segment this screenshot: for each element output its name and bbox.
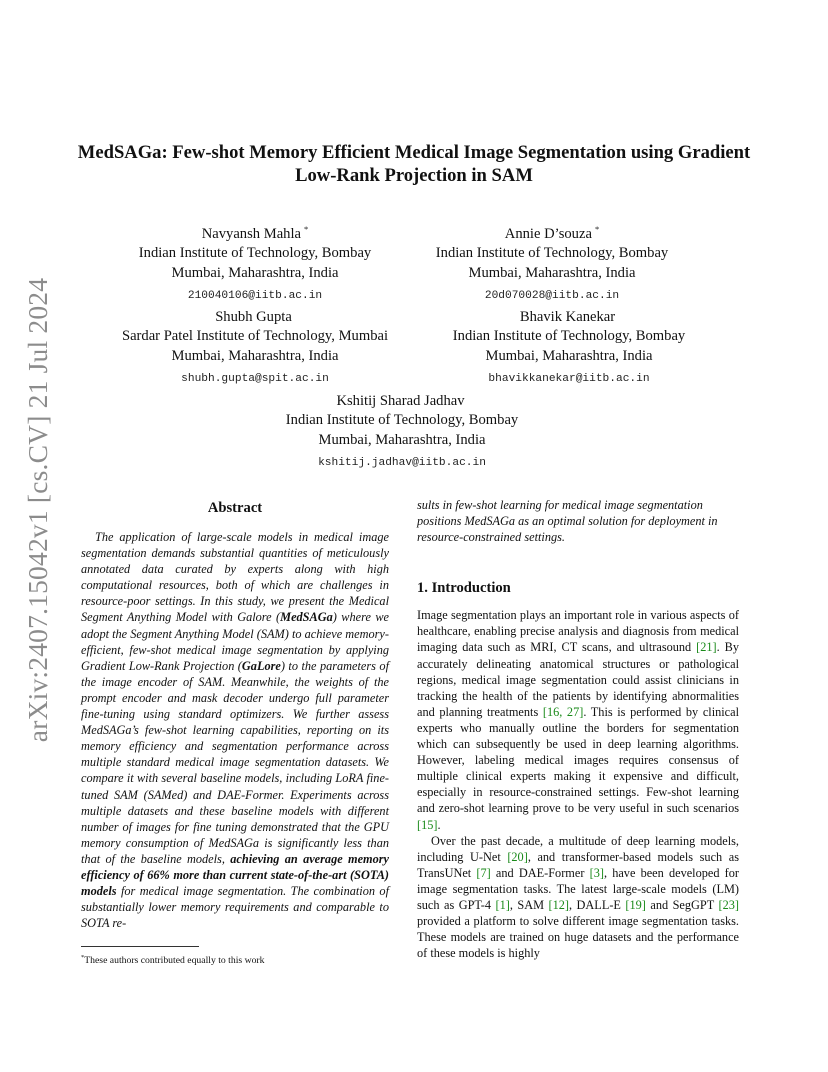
arxiv-stamp xyxy=(20,277,56,743)
author-affiliation: Indian Institute of Technology, Bombay xyxy=(285,412,519,429)
author-email[interactable]: shubh.gupta@spit.ac.in xyxy=(181,373,329,386)
section-heading-introduction: 1. Introduction xyxy=(417,580,511,597)
footnote-rule xyxy=(81,946,199,947)
author-affiliation: Indian Institute of Technology, Bombay xyxy=(452,328,686,345)
citation-link[interactable]: [20] xyxy=(507,849,528,864)
author-name: Annie D’souza * xyxy=(504,224,600,242)
author-name: Bhavik Kanekar xyxy=(519,308,616,325)
intro-paragraph: Over the past decade, a multitude of deep learning models, including U-Net [20], and transformer-based models such as TransUNet [7] and DAE-Former [3], have been developed for image segmentation tasks. The latest large-scale models (LM) such as GPT-4 [1], SAM [12], DALL-E [19] and SegGPT [23] provided a platform to solve different image segmentation tasks. These models are trained on huge datasets and the performance of these models is highly xyxy=(417,833,740,961)
author-location: Mumbai, Maharashtra, India xyxy=(485,347,653,364)
right-column xyxy=(417,497,739,961)
citation-link[interactable]: [7] xyxy=(476,865,491,880)
author-block xyxy=(252,387,552,470)
author-affiliation: Sardar Patel Institute of Technology, Mumbai xyxy=(121,328,389,345)
abstract-heading: Abstract xyxy=(207,500,263,516)
citation-link[interactable]: [19] xyxy=(625,897,646,912)
author-email[interactable]: 210040106@iitb.ac.in xyxy=(187,290,323,303)
author-location: Mumbai, Maharashtra, India xyxy=(171,347,339,364)
author-location: Mumbai, Maharashtra, India xyxy=(468,264,636,281)
author-block xyxy=(402,220,702,303)
author-block xyxy=(95,303,415,386)
paper-title: MedSAGa: Few-shot Memory Efficient Medical Image Segmentation using Gradient Low-Rank Projection in SAM xyxy=(77,142,751,186)
arxiv-stamp-text: arXiv:2407.15042v1 [cs.CV] 21 Jul 2024 xyxy=(22,277,53,743)
abstract-body: The application of large-scale models in medical image segmentation demands substantial quantities of meticulously annotated data curated by experts along with high computational resources, both of which are challenges in resource-poor settings. In this study, we present the Medical Segment Anything Model with Galore (MedSAGa) where we adopt the Segment Anything Model (SAM) to achieve memory-efficient, few-shot medical image segmentation by applying Gradient Low-Rank Projection (GaLore) to the parameters of the image encoder of SAM. Meanwhile, the weights of the prompt encoder and mask decoder undergo full parameter fine-tuning using standard optimizers. We further assess MedSAGa’s few-shot learning capabilities, reporting on its memory efficiency and segmentation performance across multiple standard medical image segmentation datasets. We compare it with several baseline models, including LoRA fine-tuned SAM (SAMed) and DAE-Former. Experiments across multiple datasets and these baseline models with different number of images for fine tuning demonstrated that the GPU memory consumption of MedSAGa is significantly less than that of the baseline models, achieving an average memory efficiency of 66% more than current state-of-the-art (SOTA) models for medical image segmentation. The combination of substantially lower memory requirements and comparable to SOTA re- xyxy=(81,530,390,931)
intro-paragraph: Image segmentation plays an important role in various aspects of healthcare, enabling precise analysis and diagnosis from medical imaging data such as MRI, CT scans, and ultrasound [21]. By accurately delineating anatomical structures or pathological regions, medical image segmentation could assist clinicians in tracking the health of the patients by identifying abnormalities and planning treatments [16, 27]. This is performed by clinical experts who manually outline the borders for segmentation which can subsequently be used in deep learning algorithms. However, labeling medical images requires consensus of multiple clinical experts making it expensive and difficult, especially in resource-constrained settings. Few-shot learning and zero-shot learning prove to be very useful in such scenarios [15]. xyxy=(417,608,740,832)
citation-link[interactable]: [12] xyxy=(548,897,570,912)
abstract-continuation: sults in few-shot learning for medical image segmentation positions MedSAGa as an optimal solution for deployment in resource-constrained settings. xyxy=(417,498,718,545)
author-name: Navyansh Mahla * xyxy=(201,224,309,242)
left-column xyxy=(81,497,389,931)
author-affiliation: Indian Institute of Technology, Bombay xyxy=(138,245,372,262)
author-email[interactable]: 20d070028@iitb.ac.in xyxy=(484,290,620,303)
footnote: *These authors contributed equally to this work xyxy=(81,954,265,967)
citation-link[interactable]: [16, 27] xyxy=(542,704,584,719)
author-location: Mumbai, Maharashtra, India xyxy=(318,431,486,448)
author-block xyxy=(105,220,405,303)
author-location: Mumbai, Maharashtra, India xyxy=(171,264,339,281)
author-name: Kshitij Sharad Jadhav xyxy=(336,392,465,409)
citation-link[interactable]: [23] xyxy=(718,897,739,912)
citation-link[interactable]: [3] xyxy=(589,865,604,880)
author-name: Shubh Gupta xyxy=(215,308,292,325)
citation-link[interactable]: [15] xyxy=(417,817,438,832)
citation-link[interactable]: [21] xyxy=(696,640,717,655)
author-email[interactable]: bhavikkanekar@iitb.ac.in xyxy=(488,373,650,386)
author-email[interactable]: kshitij.jadhav@iitb.ac.in xyxy=(318,457,486,470)
author-block xyxy=(419,303,719,386)
author-affiliation: Indian Institute of Technology, Bombay xyxy=(435,245,669,262)
citation-link[interactable]: [1] xyxy=(495,897,510,912)
